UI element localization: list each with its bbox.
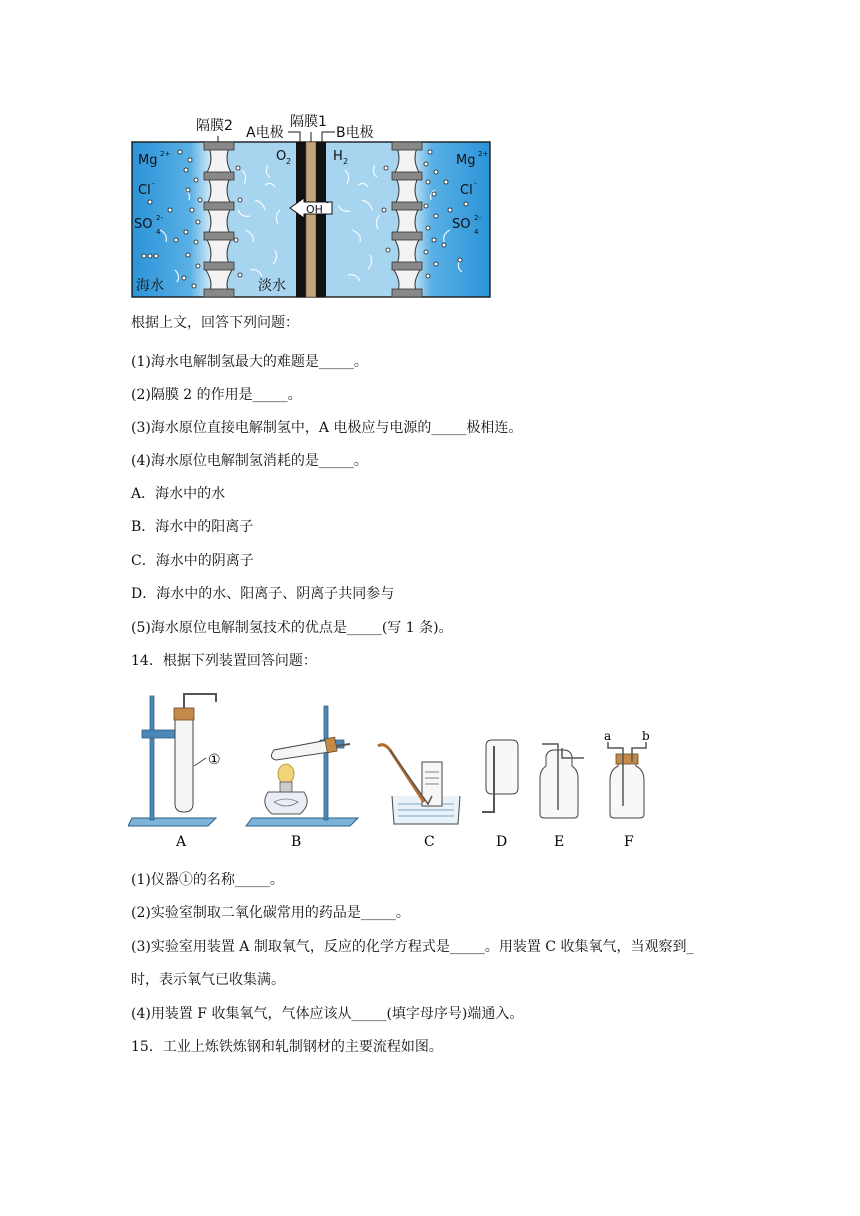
label-so4-right: SO xyxy=(452,217,471,232)
label-apparatus-d: D xyxy=(496,834,508,850)
label-h2-sub: 2 xyxy=(343,157,349,166)
intro-text: 根据上文，回答下列问题： xyxy=(131,315,299,331)
label-mg-right: Mg xyxy=(456,153,476,168)
label-apparatus-e: E xyxy=(554,834,565,850)
label-cl-right: Cl xyxy=(460,183,473,198)
question-14-2: (2)实验室制取二氧化碳常用的药品是_____。 xyxy=(131,905,410,921)
label-h2: H xyxy=(333,149,343,164)
electrode-b xyxy=(316,142,326,297)
option-c: C．海水中的阴离子 xyxy=(131,553,254,569)
label-so4-left: SO xyxy=(134,217,153,232)
question-14-1: (1)仪器①的名称_____。 xyxy=(131,872,284,888)
question-14-3-line1: (3)实验室用装置 A 制取氧气，反应的化学方程式是_____。用装置 C 收集氧气，当观察到_ xyxy=(131,939,694,955)
label-port-b: b xyxy=(642,729,650,743)
question-13-4: (4)海水原位电解制氢消耗的是_____。 xyxy=(131,453,368,469)
label-membrane-2: 隔膜2 xyxy=(196,118,233,134)
label-apparatus-f: F xyxy=(624,834,634,850)
option-d: D．海水中的水、阳离子、阴离子共同参与 xyxy=(131,586,395,602)
label-mg-left: Mg xyxy=(138,153,158,168)
label-mg-right-sup: 2+ xyxy=(478,150,489,158)
apparatus-c xyxy=(378,745,460,850)
label-o2-sub: 2 xyxy=(286,157,292,166)
apparatus-diagram xyxy=(128,686,668,851)
question-13-1: (1)海水电解制氢最大的难题是_____。 xyxy=(131,354,368,370)
label-cl-left: Cl xyxy=(138,183,151,198)
apparatus-a xyxy=(128,694,221,850)
label-circle-1: ① xyxy=(208,752,221,768)
apparatus-f xyxy=(604,729,650,850)
question-13-5: (5)海水原位电解制氢技术的优点是_____(写 1 条)。 xyxy=(131,620,453,636)
label-port-a: a xyxy=(604,729,612,743)
question-14-3-line2: 时，表示氧气已收集满。 xyxy=(131,972,285,988)
label-apparatus-c: C xyxy=(424,834,435,850)
label-seawater: 海水 xyxy=(136,278,164,294)
label-freshwater: 淡水 xyxy=(258,278,286,294)
electrolysis-diagram xyxy=(130,110,492,300)
question-14: 14．根据下列装置回答问题： xyxy=(131,653,317,669)
option-a: A．海水中的水 xyxy=(131,486,226,502)
question-14-4: (4)用装置 F 收集氧气，气体应该从_____(填字母序号)端通入。 xyxy=(131,1006,524,1022)
label-oh: OH xyxy=(306,203,323,216)
label-electrode-b: B电极 xyxy=(336,125,374,141)
label-oh-sup: - xyxy=(326,198,329,207)
label-o2: O xyxy=(276,149,287,164)
option-b: B．海水中的阳离子 xyxy=(131,519,254,535)
label-mg-left-sup: 2+ xyxy=(160,150,171,158)
label-cl-right-sup: - xyxy=(474,179,477,188)
electrode-a xyxy=(296,142,306,297)
membrane-1 xyxy=(306,142,316,297)
label-so4-left-sup: 2- xyxy=(156,214,163,222)
apparatus-d xyxy=(482,740,518,850)
apparatus-b xyxy=(246,706,358,850)
label-cl-left-sup: - xyxy=(152,179,155,188)
label-so4-right-sub: 4 xyxy=(474,228,479,236)
label-membrane-1: 隔膜1 xyxy=(290,114,327,130)
label-so4-right-sup: 2- xyxy=(474,214,481,222)
question-13-3: (3)海水原位直接电解制氢中，A 电极应与电源的_____极相连。 xyxy=(131,420,523,436)
label-apparatus-a: A xyxy=(176,834,187,850)
question-15: 15．工业上炼铁炼钢和轧制钢材的主要流程如图。 xyxy=(131,1039,443,1055)
label-so4-left-sub: 4 xyxy=(156,228,161,236)
label-electrode-a: A电极 xyxy=(246,125,284,141)
question-13-2: (2)隔膜 2 的作用是_____。 xyxy=(131,387,302,403)
apparatus-e xyxy=(540,744,584,850)
label-apparatus-b: B xyxy=(291,834,302,850)
